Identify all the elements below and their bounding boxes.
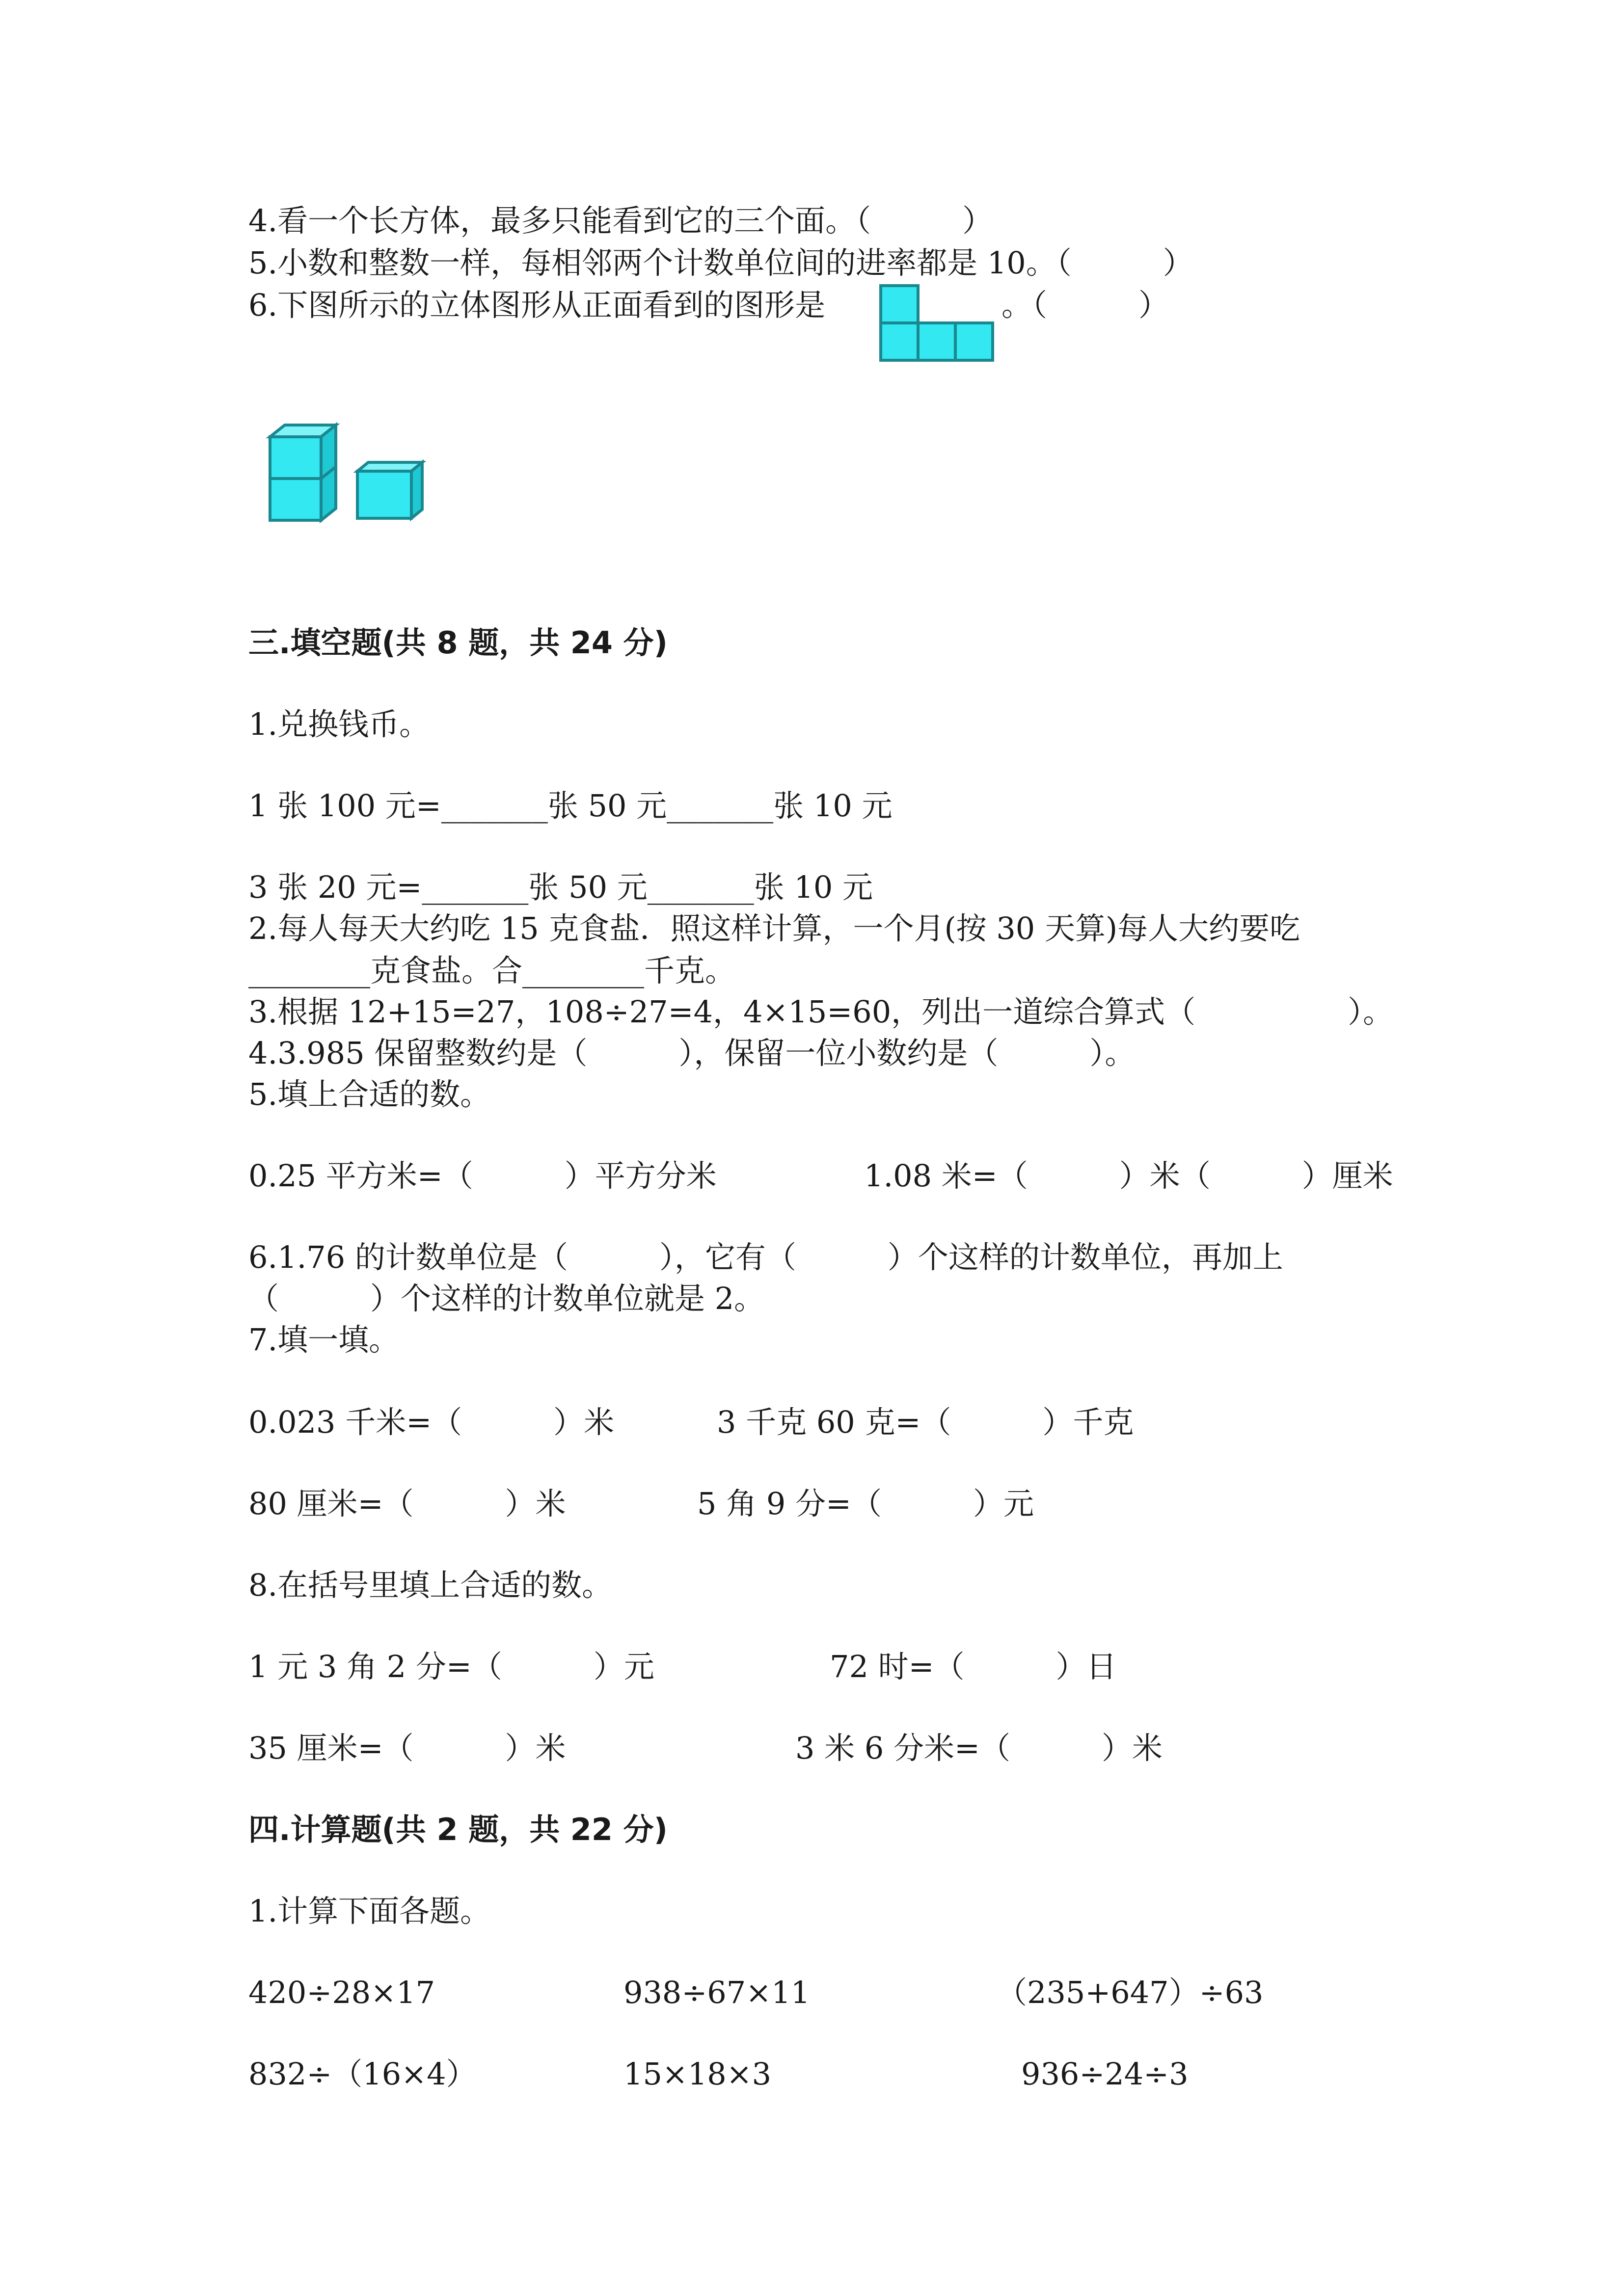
- s3-q7-d: 5 角 9 分=（ ）元: [697, 1486, 1034, 1522]
- s3-q7-title: 7.填一填。: [248, 1322, 400, 1358]
- s3-q5-right: 1.08 米=（ ）米（ ）厘米: [864, 1158, 1393, 1194]
- calc-item: 936÷24÷3: [1021, 2056, 1189, 2092]
- s3-q5-left: 0.25 平方米=（ ）平方分米: [248, 1158, 717, 1194]
- calc-item: （235+647）÷63: [997, 1975, 1264, 2010]
- judgment-q6-text: 6.下图所示的立体图形从正面看到的图形是: [248, 287, 826, 323]
- calc-item: 15×18×3: [623, 2056, 772, 2092]
- s3-q8-title: 8.在括号里填上合适的数。: [248, 1567, 613, 1603]
- s3-q1-line1: 1 张 100 元=_______张 50 元_______张 10 元: [248, 788, 893, 824]
- front-view-figure: [879, 284, 1001, 367]
- s3-q8-c: 35 厘米=（ ）米: [248, 1730, 566, 1766]
- s3-q7-a: 0.023 千米=（ ）米: [248, 1404, 615, 1440]
- s3-q8-d: 3 米 6 分米=（ ）米: [795, 1730, 1163, 1766]
- calc-item: 832÷（16×4）: [248, 2056, 477, 2092]
- solid-figure: [265, 422, 432, 525]
- calc-item: 420÷28×17: [248, 1975, 435, 2010]
- s3-q8-a: 1 元 3 角 2 分=（ ）元: [248, 1649, 654, 1684]
- section4-title: 四.计算题(共 2 题，共 22 分): [248, 1812, 668, 1847]
- s3-q5-title: 5.填上合适的数。: [248, 1076, 491, 1112]
- judgment-q6-answer: 。（ ）: [1001, 287, 1169, 323]
- s3-q4: 4.3.985 保留整数约是（ ），保留一位小数约是（ ）。: [248, 1035, 1136, 1071]
- calc-item: 938÷67×11: [623, 1975, 811, 2010]
- s3-q1-title: 1.兑换钱币。: [248, 706, 430, 742]
- s3-q6-line2: （ ）个这样的计数单位就是 2。: [248, 1281, 765, 1316]
- s3-q2-line1: 2.每人每天大约吃 15 克食盐．照这样计算，一个月(按 30 天算)每人大约要吃: [248, 910, 1300, 946]
- judgment-q5: 5.小数和整数一样，每相邻两个计数单位间的进率都是 10。（ ）: [248, 245, 1193, 281]
- s3-q2-line2: ________克食盐。合________千克。: [248, 953, 736, 988]
- section3-title: 三.填空题(共 8 题，共 24 分): [248, 625, 668, 661]
- s3-q1-line2: 3 张 20 元=_______张 50 元_______张 10 元: [248, 869, 873, 905]
- judgment-q4: 4.看一个长方体，最多只能看到它的三个面。（ ）: [248, 203, 993, 239]
- s3-q3: 3.根据 12+15=27，108÷27=4，4×15=60，列出一道综合算式（ ）。: [248, 994, 1394, 1030]
- s3-q6-line1: 6.1.76 的计数单位是（ ），它有（ ）个这样的计数单位，再加上: [248, 1239, 1283, 1275]
- s3-q8-b: 72 时=（ ）日: [830, 1649, 1117, 1684]
- s3-q7-c: 80 厘米=（ ）米: [248, 1486, 566, 1522]
- s4-q1-title: 1.计算下面各题。: [248, 1893, 491, 1929]
- s3-q7-b: 3 千克 60 克=（ ）千克: [717, 1404, 1134, 1440]
